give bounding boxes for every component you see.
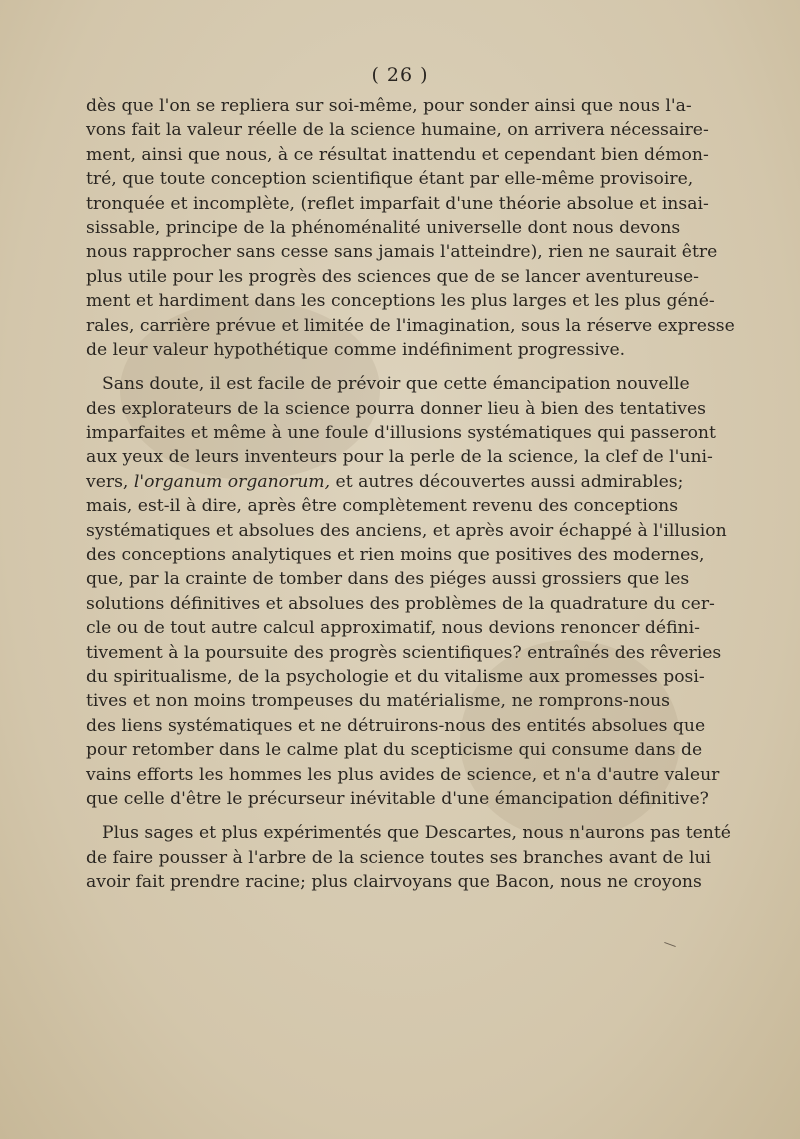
text-line: ment et hardiment dans les conceptions les plus larges et les plus géné- (86, 291, 715, 312)
italic-phrase: l'organum organorum, (133, 471, 331, 492)
text-line: avoir fait prendre racine; plus clairvoyans que Bacon, nous ne croyons (86, 872, 702, 893)
text-line: ment, ainsi que nous, à ce résultat inattendu et cependant bien démon- (86, 144, 709, 165)
text-line: vons fait la valeur réelle de la science humaine, on arrivera nécessaire- (86, 120, 709, 141)
text-line: que celle d'être le précurseur inévitable d'une émancipation définitive? (86, 788, 709, 809)
text-line: vains efforts les hommes les plus avides de science, et n'a d'autre valeur (86, 764, 720, 785)
text-line: Plus sages et plus expérimentés que Descartes, nous n'aurons pas tenté (102, 823, 731, 844)
text-line: du spiritualisme, de la psychologie et du vitalisme aux promesses posi- (86, 666, 705, 687)
text-line (86, 470, 684, 494)
text-line: tré, que toute conception scientifique étant par elle-même provisoire, (86, 169, 694, 190)
text-line: plus utile pour les progrès des sciences que de se lancer aventureuse- (86, 266, 699, 287)
text-span: et autres découvertes aussi admirables; (330, 471, 684, 492)
text-line: des conceptions analytiques et rien moins que positives des modernes, (86, 545, 705, 566)
body-text (86, 94, 735, 895)
text-line: cle ou de tout autre calcul approximatif, nous devions renoncer défini- (86, 618, 700, 639)
text-line: des liens systématiques et ne détruirons-nous des entités absolues que (86, 715, 706, 736)
text-line: de faire pousser à l'arbre de la science toutes ses branches avant de lui (86, 847, 712, 868)
text-line: rales, carrière prévue et limitée de l'imagination, sous la réserve expresse (86, 315, 735, 336)
text-line: aux yeux de leurs inventeurs pour la perle de la science, la clef de l'uni- (86, 447, 713, 468)
paragraph (86, 372, 727, 811)
text-line: dès que l'on se repliera sur soi-même, pour sonder ainsi que nous l'a- (86, 96, 692, 116)
ink-mark (664, 942, 676, 947)
text-line: tivement à la poursuite des progrès scientifiques? entraînés des rêveries (86, 642, 722, 663)
text-line: de leur valeur hypothétique comme indéfiniment progressive. (86, 339, 626, 360)
text-span: vers, (86, 471, 129, 492)
text-line: imparfaites et même à une foule d'illusions systématiques qui passeront (86, 423, 716, 444)
text-line: sissable, principe de la phénoménalité universelle dont nous devons (86, 217, 681, 238)
text-line: mais, est-il à dire, après être complètement revenu des conceptions (86, 496, 679, 517)
text-line: nous rapprocher sans cesse sans jamais l'atteindre), rien ne saurait être (86, 242, 718, 263)
text-line: que, par la crainte de tomber dans des piéges aussi grossiers que les (86, 569, 690, 590)
paragraph (86, 821, 731, 894)
text-line: tives et non moins trompeuses du matérialisme, ne romprons-nous (86, 691, 670, 712)
paragraph (86, 94, 735, 362)
text-line: pour retomber dans le calme plat du scepticisme qui consume dans de (86, 740, 703, 761)
text-line: des explorateurs de la science pourra donner lieu à bien des tentatives (86, 398, 706, 419)
text-line: Sans doute, il est facile de prévoir que cette émancipation nouvelle (102, 374, 690, 395)
text-line: solutions définitives et absolues des problèmes de la quadrature du cer- (86, 593, 715, 614)
text-line: systématiques et absolues des anciens, et après avoir échappé à l'illusion (86, 520, 727, 541)
page-number: ( 26 ) (371, 64, 429, 86)
text-line: tronquée et incomplète, (reflet imparfait d'une théorie absolue et insai- (86, 193, 709, 214)
